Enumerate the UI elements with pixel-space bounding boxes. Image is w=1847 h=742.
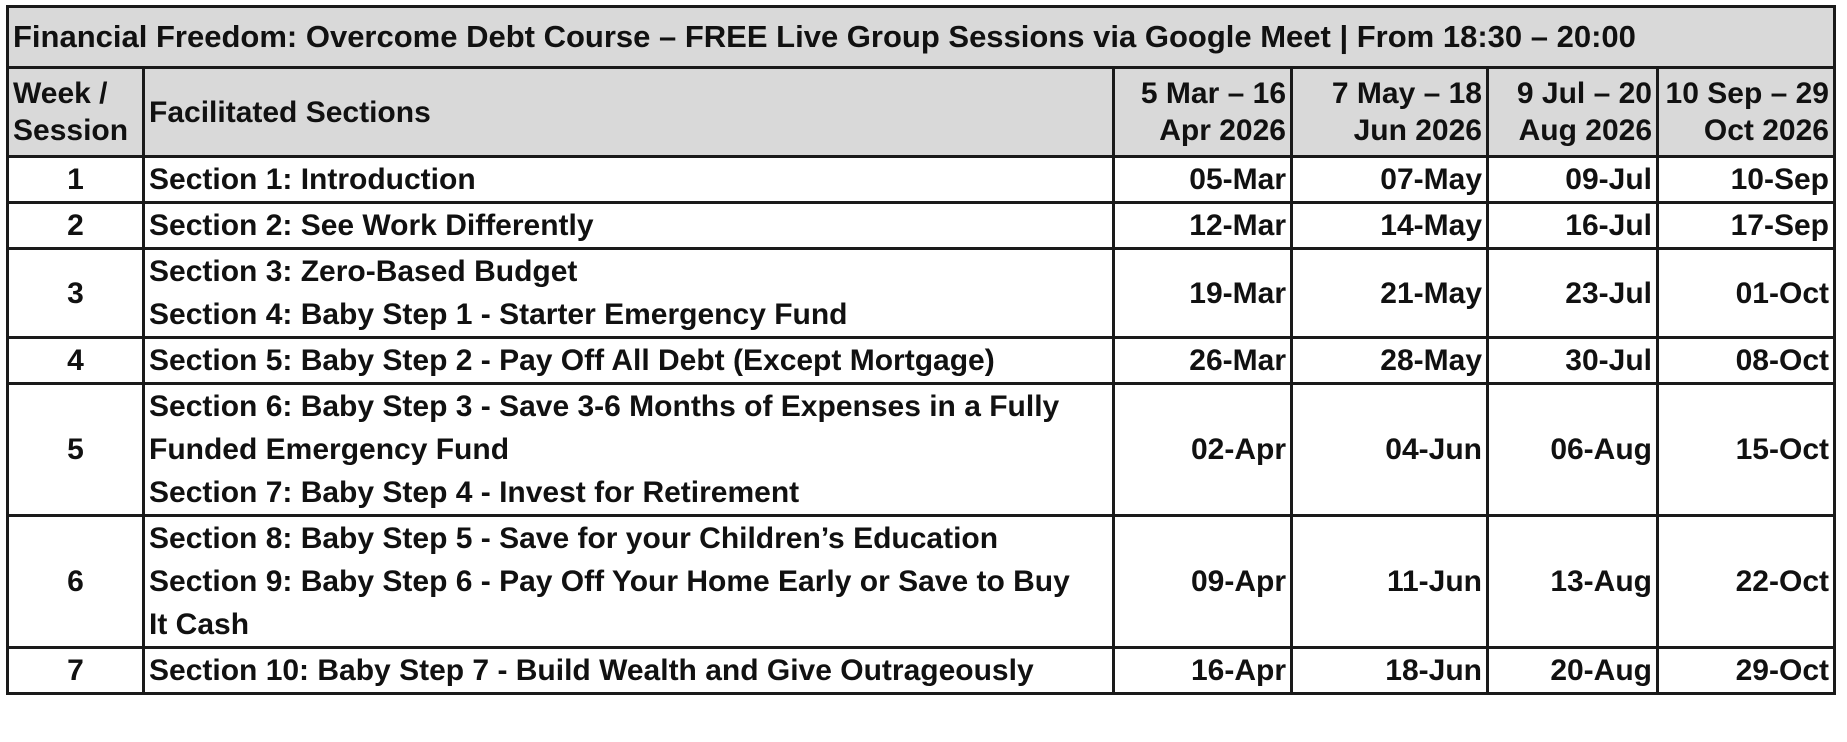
date-cell: 01-Oct — [1658, 249, 1835, 338]
range-header-1-line1: 5 Mar – 16 — [1140, 77, 1286, 110]
date-cell: 21-May — [1292, 249, 1488, 338]
facilitated-sections-header: Facilitated Sections — [144, 68, 1114, 157]
week-cell: 5 — [8, 384, 144, 516]
date-cell: 13-Aug — [1488, 516, 1658, 648]
range-header-2-line2: Jun 2026 — [1353, 114, 1482, 147]
date-cell: 09-Apr — [1114, 516, 1292, 648]
sections-cell — [144, 203, 1114, 249]
title-row — [8, 7, 1835, 68]
week-session-header — [8, 68, 144, 157]
sections-cell — [144, 338, 1114, 384]
date-cell: 18-Jun — [1292, 648, 1488, 694]
section-line: Section 9: Baby Step 6 - Pay Off Your Home Early or Save to Buy — [149, 565, 1070, 598]
date-cell: 12-Mar — [1114, 203, 1292, 249]
date-cell: 29-Oct — [1658, 648, 1835, 694]
range-header-1 — [1114, 68, 1292, 157]
range-header-3-line2: Aug 2026 — [1518, 114, 1652, 147]
sections-cell — [144, 648, 1114, 694]
range-header-4-line1: 10 Sep – 29 — [1665, 77, 1829, 110]
date-cell: 09-Jul — [1488, 157, 1658, 203]
date-cell: 20-Aug — [1488, 648, 1658, 694]
table-row — [8, 384, 1835, 516]
section-line: Section 2: See Work Differently — [149, 209, 594, 242]
date-cell: 05-Mar — [1114, 157, 1292, 203]
date-cell: 11-Jun — [1292, 516, 1488, 648]
date-cell: 15-Oct — [1658, 384, 1835, 516]
date-cell: 17-Sep — [1658, 203, 1835, 249]
week-cell: 3 — [8, 249, 144, 338]
date-cell: 04-Jun — [1292, 384, 1488, 516]
section-line: Section 6: Baby Step 3 - Save 3-6 Months of Expenses in a Fully — [149, 390, 1060, 423]
date-cell: 28-May — [1292, 338, 1488, 384]
date-cell: 22-Oct — [1658, 516, 1835, 648]
date-cell: 16-Jul — [1488, 203, 1658, 249]
date-cell: 26-Mar — [1114, 338, 1292, 384]
section-line: Section 8: Baby Step 5 - Save for your Children’s Education — [149, 522, 999, 555]
sections-cell — [144, 384, 1114, 516]
date-cell: 06-Aug — [1488, 384, 1658, 516]
range-header-1-line2: Apr 2026 — [1159, 114, 1286, 147]
table-row — [8, 203, 1835, 249]
sections-cell — [144, 249, 1114, 338]
sections-cell — [144, 516, 1114, 648]
table-row — [8, 648, 1835, 694]
week-header-line2: Session — [13, 114, 129, 147]
range-header-3-line1: 9 Jul – 20 — [1516, 77, 1652, 110]
date-cell: 08-Oct — [1658, 338, 1835, 384]
range-header-3 — [1488, 68, 1658, 157]
table-row — [8, 249, 1835, 338]
date-cell: 23-Jul — [1488, 249, 1658, 338]
header-row — [8, 68, 1835, 157]
section-line: Section 10: Baby Step 7 - Build Wealth and Give Outrageously — [149, 654, 1034, 687]
date-cell: 14-May — [1292, 203, 1488, 249]
week-cell: 7 — [8, 648, 144, 694]
range-header-4-line2: Oct 2026 — [1703, 114, 1829, 147]
date-cell: 02-Apr — [1114, 384, 1292, 516]
section-line: It Cash — [149, 608, 250, 641]
section-line: Section 5: Baby Step 2 - Pay Off All Debt (Except Mortgage) — [149, 344, 995, 377]
week-cell: 2 — [8, 203, 144, 249]
section-line: Section 4: Baby Step 1 - Starter Emergency Fund — [149, 298, 848, 331]
table-row — [8, 516, 1835, 648]
range-header-2 — [1292, 68, 1488, 157]
section-line: Section 1: Introduction — [149, 163, 476, 196]
section-line: Funded Emergency Fund — [149, 433, 510, 466]
week-cell: 6 — [8, 516, 144, 648]
table-title: Financial Freedom: Overcome Debt Course – FREE Live Group Sessions via Google Meet | From 18:30 – 20:00 — [8, 7, 1835, 68]
table-row — [8, 338, 1835, 384]
range-header-4 — [1658, 68, 1835, 157]
section-line: Section 3: Zero-Based Budget — [149, 255, 578, 288]
week-cell: 1 — [8, 157, 144, 203]
table-row — [8, 157, 1835, 203]
section-line: Section 7: Baby Step 4 - Invest for Retirement — [149, 476, 800, 509]
week-cell: 4 — [8, 338, 144, 384]
schedule-table — [6, 5, 1836, 695]
date-cell: 30-Jul — [1488, 338, 1658, 384]
sections-cell — [144, 157, 1114, 203]
range-header-2-line1: 7 May – 18 — [1331, 77, 1482, 110]
date-cell: 10-Sep — [1658, 157, 1835, 203]
date-cell: 19-Mar — [1114, 249, 1292, 338]
week-header-line1: Week / — [13, 77, 108, 110]
date-cell: 16-Apr — [1114, 648, 1292, 694]
date-cell: 07-May — [1292, 157, 1488, 203]
